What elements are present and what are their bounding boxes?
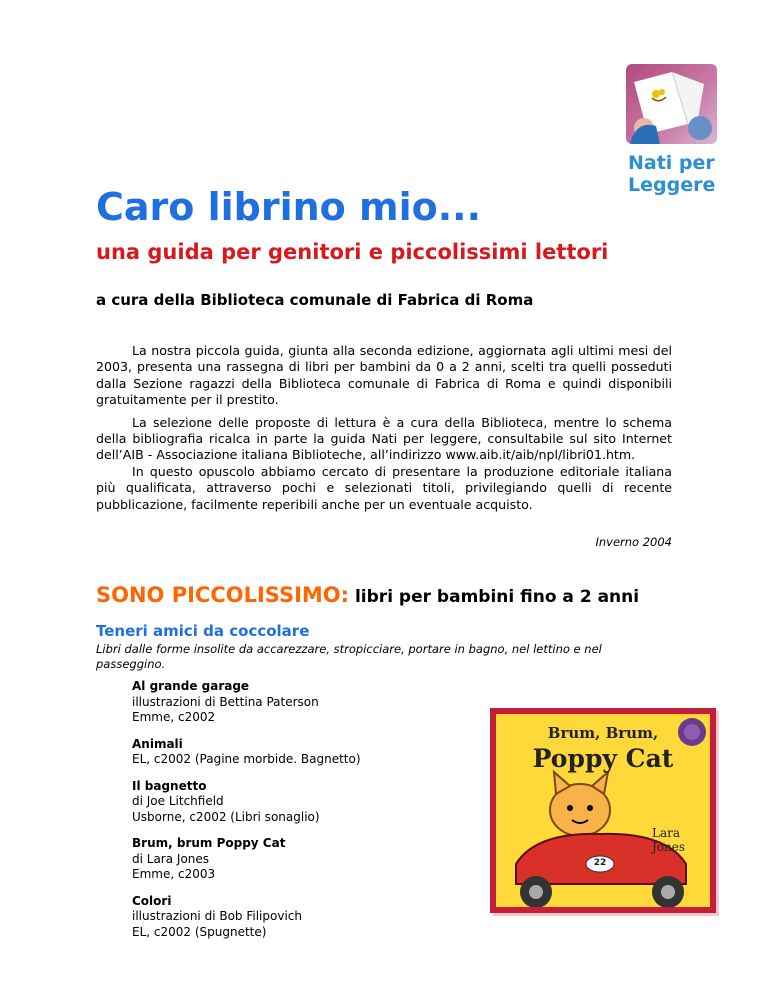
logo-text [626,152,719,196]
cover-title-line-1: Brum, Brum, [547,724,659,742]
page-title: Caro librino mio... [96,185,482,229]
book-entry [132,894,452,941]
cover-author-last: Jones [652,840,686,854]
intro-paragraph-3: In questo opuscolo abbiamo cercato di presentare la produzione editoriale italiana più qualificata, attraverso pochi e selezionati titoli, privilegiando quelli di recente pubblicazione, facilmente reperibili anche per un eventuale acquisto. [96,463,672,512]
book-publisher: EL, c2002 (Spugnette) [132,924,267,939]
page-subtitle: una guida per genitori e piccolissimi lettori [96,240,609,264]
subsection-description: Libri dalle forme insolite da accarezzare, stropicciare, portare in bagno, nel lettino e nel passeggino. [96,642,602,671]
book-title: Colori [132,893,172,908]
book-publisher: Emme, c2003 [132,867,216,881]
curator-line: a cura della Biblioteca comunale di Fabrica di Roma [96,291,534,309]
subsection-title: Teneri amici da coccolare [96,622,310,640]
book-credit: illustrazioni di Bettina Paterson [132,694,319,709]
cover-title-line-2: Poppy Cat [532,744,674,773]
logo-illustration [626,64,717,144]
book-publisher: Usborne, c2002 (Libri sonaglio) [132,809,320,824]
book-entry [132,679,452,726]
nati-per-leggere-logo [626,64,719,194]
intro-paragraph-2: La selezione delle proposte di lettura è a cura della Biblioteca, mentre lo schema della bibliografia ricalca in parte la guida Nati per leggere, consultabile sul sito Internet dell’AIB - Associazione italiana Biblioteche, all’indirizzo www.aib.it/aib/npl/libri01.htm. [96,414,672,463]
book-cover-image [490,708,716,913]
cover-author-first: Lara [652,826,681,840]
intro-paragraph-1: La nostra piccola guida, giunta alla seconda edizione, aggiornata agli ultimi mesi del 2003, presenta una rassegna di libri per bambini da 0 a 2 anni, scelti tra quelli posseduti dalla Sezione ragazzi della Biblioteca comunale di Fabrica di Roma e quindi disponibili gratuitamente per il prestito. [96,343,672,408]
book-credit: di Lara Jones [132,851,210,866]
logo-line-2: Leggere [628,174,716,196]
section-rest: libri per bambini fino a 2 anni [349,587,640,607]
intro-text [96,343,672,519]
book-entry [132,836,452,883]
book-entry [132,737,452,768]
book-title: Al grande garage [132,679,250,693]
book-title: Brum, brum Poppy Cat [132,836,286,850]
edition-date: Inverno 2004 [595,535,672,549]
cover-artwork [496,714,710,907]
cover-author [652,826,692,854]
book-publisher: Emme, c2002 [132,710,216,724]
book-publisher: EL, c2002 (Pagine morbide. Bagnetto) [132,752,361,766]
cover-number-plate: 22 [593,858,607,868]
logo-line-1: Nati per [628,152,715,174]
book-title: Il bagnetto [132,778,207,793]
book-list [132,679,452,951]
book-credit: di Joe Litchfield [132,794,224,808]
section-highlight: SONO PICCOLISSIMO: [96,583,350,607]
section-heading [96,580,639,608]
book-entry [132,779,452,826]
book-credit: illustrazioni di Bob Filipovich [132,909,302,923]
book-title: Animali [132,736,183,751]
